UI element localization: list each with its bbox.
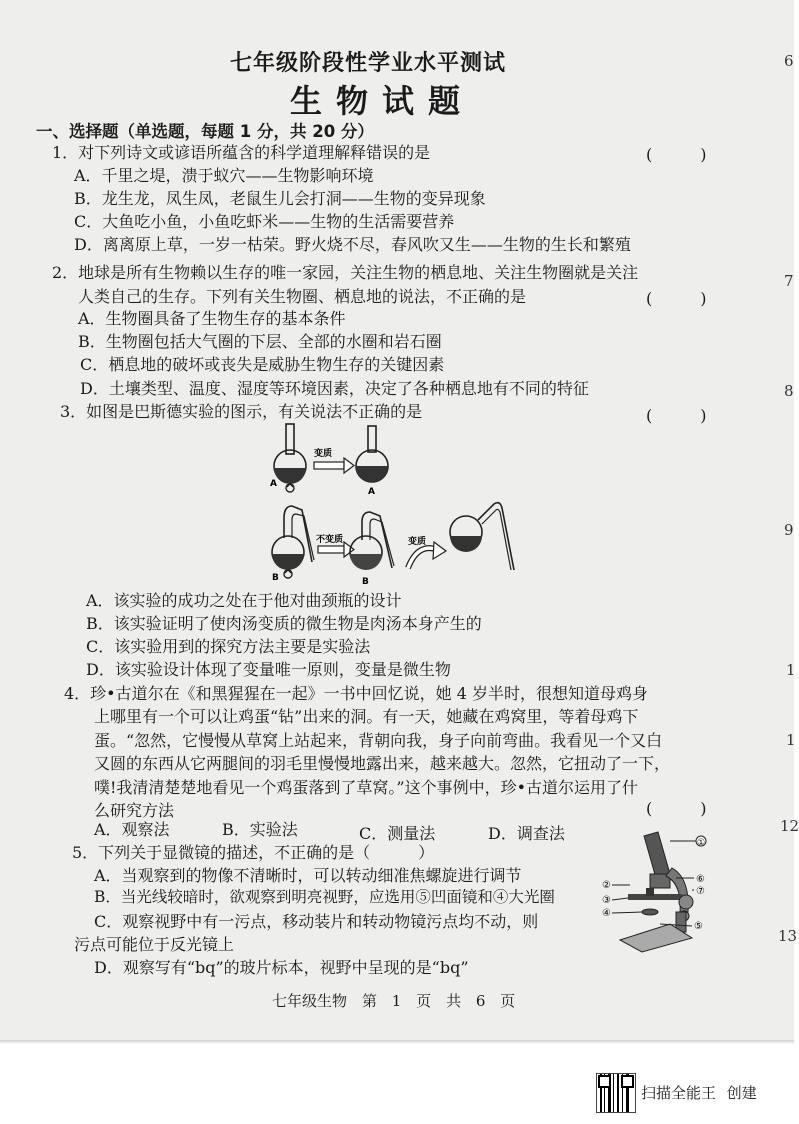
q2-option-b: B．生物圈包括大气圈的下层、全部的水圈和岩石圈 xyxy=(78,332,442,351)
flask-a-label-2: A xyxy=(368,487,375,497)
side-number-13: 13 xyxy=(778,927,798,945)
q5-stem: 5．下列关于显微镜的描述，不正确的是（ ） xyxy=(72,843,435,862)
q4-line-2: 上哪里有一个可以让鸡蛋“钻”出来的洞。有一天，她藏在鸡窝里，等着母鸡下 xyxy=(94,707,639,726)
exam-title: 七年级阶段性学业水平测试 xyxy=(230,50,507,76)
q3-option-a: A．该实验的成功之处在于他对曲颈瓶的设计 xyxy=(86,591,402,610)
label-spoiled-bottom: 变质 xyxy=(408,537,427,547)
q4-answer-paren: ( ) xyxy=(646,799,707,818)
q1-option-a: A．千里之堤，溃于蚁穴——生物影响环境 xyxy=(74,166,374,185)
side-number-8: 8 xyxy=(784,382,794,400)
flask-b-boiling xyxy=(272,506,314,578)
label-5: ⑤ xyxy=(694,921,703,932)
q4-line-1: 4．珍•古道尔在《和黑猩猩在一起》一书中回忆说，她 4 岁半时，很想知道母鸡身 xyxy=(64,684,648,703)
q1-answer-paren: ( ) xyxy=(646,145,707,164)
q4-option-c: C．测量法 xyxy=(359,824,436,843)
side-number-10: 1 xyxy=(786,661,796,679)
q2-stem-line2: 人类自己的生存。下列有关生物圈、栖息地的说法，不正确的是 xyxy=(78,287,527,306)
subject-title: 生物试题 xyxy=(290,82,475,120)
q5-option-a: A．当观察到的物像不清晰时，可以转动细准焦螺旋进行调节 xyxy=(94,866,522,885)
side-number-11: 1 xyxy=(786,731,796,749)
q4-line-4: 又圆的东西从它两腿间的羽毛里慢慢地露出来，越来越大。忽然，它扭动了一下， xyxy=(94,754,671,773)
q5-option-d: D．观察写有“bq”的玻片标本，视野中呈现的是“bq” xyxy=(94,958,469,977)
label-6: ⑥ xyxy=(696,874,705,885)
q4-line-3: 蛋。“忽然，它慢慢从草窝上站起来，背朝向我，身子向前弯曲。我看见一个又白 xyxy=(94,731,663,750)
flask-b-not-spoiled xyxy=(350,512,394,570)
label-spoiled-top: 变质 xyxy=(314,449,333,459)
q2-option-c: C．栖息地的破坏或丧失是威胁生物生存的关键因素 xyxy=(80,355,445,374)
scanner-credit: 扫描全能王 创建 xyxy=(641,1084,757,1102)
side-number-9: 9 xyxy=(784,521,794,539)
label-4: ④ xyxy=(602,908,611,919)
label-2: ② xyxy=(602,880,611,891)
page-footer: 七年级生物 第 1 页 共 6 页 xyxy=(272,992,516,1010)
q2-answer-paren: ( ) xyxy=(646,289,707,308)
arrow-spoiled xyxy=(314,458,354,473)
microscope-figure xyxy=(600,828,720,956)
side-number-7: 7 xyxy=(784,272,794,290)
q1-stem: 1．对下列诗文或谚语所蕴含的科学道理解释错误的是 xyxy=(52,143,431,162)
microscope-body xyxy=(620,832,693,952)
flask-b-tilted-spoiled xyxy=(450,503,514,570)
q1-option-b: B．龙生龙，凤生凤，老鼠生儿会打洞——生物的变异现象 xyxy=(74,189,486,208)
q5-option-b: B．当光线较暗时，欲观察到明亮视野，应选用⑤凹面镜和④大光圈 xyxy=(94,888,555,906)
qr-code-icon xyxy=(596,1073,636,1113)
q2-option-a: A．生物圈具备了生物生存的基本条件 xyxy=(78,309,346,328)
q4-option-a: A．观察法 xyxy=(94,820,170,839)
pasteur-experiment-figure xyxy=(262,420,522,590)
flask-a-spoiled xyxy=(356,426,388,482)
label-not-spoiled: 不变质 xyxy=(316,535,344,545)
q5-option-c: C．观察视野中有一污点，移动装片和转动物镜污点均不动，则 xyxy=(94,912,539,931)
flask-a-label-1: A xyxy=(270,479,277,489)
label-7: ⑦ xyxy=(696,886,705,897)
q2-stem-line1: 2．地球是所有生物赖以生存的唯一家园，关注生物的栖息地、关注生物圈就是关注 xyxy=(52,263,639,282)
q2-option-d: D．土壤类型、温度、湿度等环境因素，决定了各种栖息地有不同的特征 xyxy=(80,379,589,398)
flask-b-label-2: B xyxy=(362,577,369,587)
q3-answer-paren: ( ) xyxy=(646,406,707,425)
side-number-12: 12 xyxy=(780,817,799,835)
q4-option-d: D．调查法 xyxy=(488,824,565,843)
label-1: ① xyxy=(697,838,706,848)
q3-option-c: C．该实验用到的探究方法主要是实验法 xyxy=(86,637,371,656)
q4-line-5: 噗!我清清楚楚地看见一个鸡蛋落到了草窝。”这个事例中，珍•古道尔运用了什 xyxy=(94,778,639,797)
q1-option-d: D．离离原上草，一岁一枯荣。野火烧不尽，春风吹又生——生物的生长和繁殖 xyxy=(74,235,631,254)
q5-option-c-cont: 污点可能位于反光镜上 xyxy=(74,935,235,954)
side-number-6: 6 xyxy=(784,52,794,70)
label-3: ③ xyxy=(602,895,611,906)
q1-option-c: C．大鱼吃小鱼，小鱼吃虾米——生物的生活需要营养 xyxy=(74,212,455,231)
sheet-edge xyxy=(0,1040,794,1044)
flask-b-label-1: B xyxy=(272,573,279,583)
q3-option-d: D．该实验设计体现了变量唯一原则，变量是微生物 xyxy=(86,660,451,679)
q4-line-6: 么研究方法 xyxy=(94,801,175,820)
q4-option-b: B．实验法 xyxy=(222,820,298,839)
flask-a-boiling xyxy=(274,424,306,492)
q3-stem: 3．如图是巴斯德实验的图示，有关说法不正确的是 xyxy=(60,402,423,421)
q3-option-b: B．该实验证明了使肉汤变质的微生物是肉汤本身产生的 xyxy=(86,614,482,633)
section-one-title: 一、选择题（单选题，每题 1 分，共 20 分） xyxy=(36,122,374,141)
